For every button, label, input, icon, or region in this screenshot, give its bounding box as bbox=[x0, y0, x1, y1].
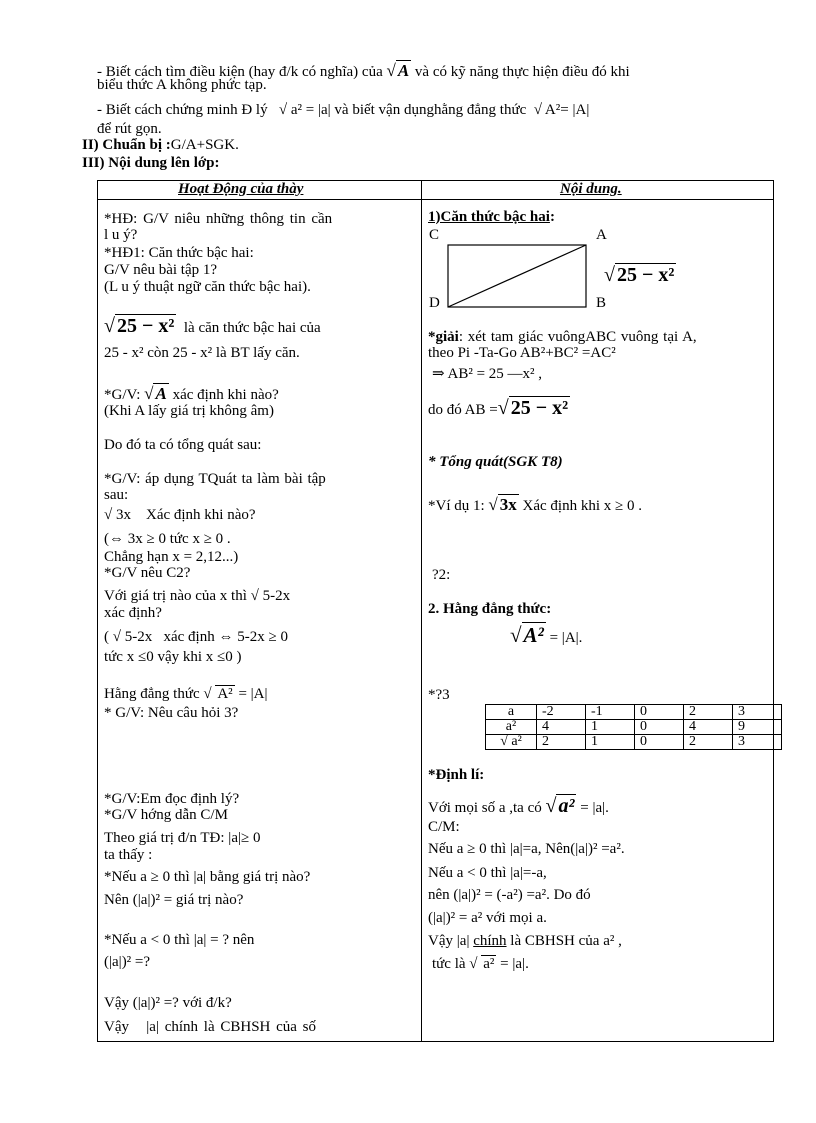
left-line: √ 3x Xác định khi nào? bbox=[104, 507, 256, 523]
left-line: Do đó ta có tổng quát sau: bbox=[104, 437, 262, 453]
left-line: *G/V: √ A xác định khi nào? bbox=[104, 384, 279, 403]
vertex-B: B bbox=[596, 295, 607, 311]
sqrt-25-x2: √ 25 − x² bbox=[604, 264, 675, 286]
solve-line-2: theo Pi -Ta-Go AB²+BC² =AC² bbox=[428, 345, 616, 361]
left-line: Vậy (|a|)² =? với đ/k? bbox=[104, 995, 232, 1011]
sqrt-a2: √ a² bbox=[545, 795, 575, 817]
left-line: l u ý? bbox=[104, 227, 138, 243]
left-line: *G/V: áp dụng TQuát ta làm bài tập bbox=[104, 471, 326, 487]
vertex-D: D bbox=[429, 295, 440, 311]
prep-line: II) Chuẩn bị :G/A+SGK. bbox=[82, 137, 239, 153]
theorem-line: Với mọi số a ,ta có √ a² = |a|. bbox=[428, 795, 609, 817]
section-2-title: 2. Hằng đẳng thức: bbox=[428, 601, 552, 617]
proof-line: nên (|a|)² = (-a²) =a². Do đó bbox=[428, 887, 591, 903]
left-line: *Nếu a < 0 thì |a| = ? nên bbox=[104, 932, 255, 948]
table-row: a -2 -1 0 2 3 bbox=[486, 705, 782, 720]
sqrt-A-expression: √ A bbox=[144, 384, 167, 403]
identity-formula: √A² = |A|. bbox=[510, 623, 583, 647]
sqrt-25-x2: √ 25 − x² bbox=[497, 397, 569, 419]
solve-line-4: do đó AB =√ 25 − x² bbox=[428, 397, 569, 419]
left-line: tức x ≤0 vậy khi x ≤0 ) bbox=[104, 649, 242, 665]
intro-line-1: - Biết cách tìm điều kiện (hay đ/k có nghĩa) của √ A và có kỹ năng thực hiện điều đó khi bbox=[97, 61, 630, 80]
proof-line: Vậy |a| chính là CBHSH của a² , bbox=[428, 933, 622, 949]
proof-line: tức là √ a² = |a|. bbox=[432, 956, 529, 972]
sqrt-A2: √A² bbox=[510, 623, 544, 647]
vertex-C: C bbox=[429, 227, 440, 243]
left-line: (|a|)² =? bbox=[104, 954, 151, 970]
table-row: a² 4 1 0 4 9 bbox=[486, 720, 782, 735]
sqrt-A2-abs-A: √ A²= |A| bbox=[533, 102, 590, 118]
proof-line: (|a|)² = a² với mọi a. bbox=[428, 910, 547, 926]
left-line: xác định? bbox=[104, 605, 162, 621]
intro-line-2: biểu thức A không phức tạp. bbox=[97, 77, 267, 93]
sqrt-3x: √ 3x bbox=[488, 495, 517, 514]
left-line: G/V nêu bài tập 1? bbox=[104, 262, 218, 278]
left-line: √ 25 − x² là căn thức bậc hai của bbox=[104, 315, 321, 337]
proof-line: Nếu a ≥ 0 thì |a|=a, Nên(|a|)² =a². bbox=[428, 841, 625, 857]
left-line: sau: bbox=[104, 487, 129, 503]
left-line: *G/V nêu C2? bbox=[104, 565, 191, 581]
left-line: *G/V:Em đọc định lý? bbox=[104, 791, 240, 807]
left-line: (Khi A lấy giá trị không âm) bbox=[104, 403, 274, 419]
sqrt-A-expression: √ A bbox=[386, 61, 410, 80]
left-line: Hằng đẳng thức √ A² = |A| bbox=[104, 686, 268, 702]
left-line: (L u ý thuật ngữ căn thức bậc hai). bbox=[104, 279, 311, 295]
left-line: *HĐ1: Căn thức bậc hai: bbox=[104, 245, 254, 261]
solve-line-1: *giải: xét tam giác vuôngABC vuông tại A, bbox=[428, 329, 697, 345]
rectangle-figure bbox=[440, 241, 590, 311]
content-heading: III) Nội dung lên lớp: bbox=[82, 155, 220, 171]
proof-line: Nếu a < 0 thì |a|=-a, bbox=[428, 865, 547, 881]
solve-line-3: ⇒ AB² = 25 —x² , bbox=[432, 366, 543, 382]
left-line: ( √ 5-2x xác định ⇔ 5-2x ≥ 0 bbox=[104, 629, 288, 645]
left-line: Vậy |a| chính là CBHSH của số bbox=[104, 1019, 317, 1035]
question-2: ?2: bbox=[432, 567, 451, 583]
value-table bbox=[485, 704, 782, 750]
intro-line-3: - Biết cách chứng minh Đ lý √ a² = |a| và biết vận dụnghằng đẳng thức √ A²= |A| bbox=[97, 102, 590, 118]
left-line: Với giá trị nào của x thì √ 5-2x bbox=[104, 588, 291, 604]
vertex-A: A bbox=[596, 227, 607, 243]
left-line: Chẳng hạn x = 2,12...) bbox=[104, 549, 239, 565]
sqrt-5-2x: √ 5-2x bbox=[250, 588, 291, 604]
left-line: ta thấy : bbox=[104, 847, 153, 863]
left-line: *G/V hớng dẫn C/M bbox=[104, 807, 228, 823]
col-left-header: Hoạt Động của thày bbox=[178, 181, 304, 197]
sqrt-a2-abs-a: √ a² = |a| bbox=[278, 102, 331, 118]
general-statement: * Tổng quát(SGK T8) bbox=[428, 454, 563, 470]
left-line: *Nếu a ≥ 0 thì |a| bằng giá trị nào? bbox=[104, 869, 311, 885]
question-3: *?3 bbox=[428, 687, 450, 703]
diagonal-DA bbox=[448, 245, 586, 307]
left-line: *HĐ: G/V niêu những thông tin cần bbox=[104, 211, 333, 227]
section-1-title: 1)Căn thức bậc hai: bbox=[428, 209, 555, 225]
sqrt-3x: √ 3x bbox=[104, 507, 131, 523]
sqrt-25-x2: √ 25 − x² bbox=[104, 315, 175, 337]
left-line: Nên (|a|)² = giá trị nào? bbox=[104, 892, 244, 908]
left-line: 25 - x² còn 25 - x² là BT lấy căn. bbox=[104, 345, 300, 361]
proof-label: C/M: bbox=[428, 819, 460, 835]
table-row: √ a² 2 1 0 2 3 bbox=[486, 735, 782, 750]
header-divider bbox=[97, 199, 774, 200]
intro-line-4: để rút gọn. bbox=[97, 121, 162, 137]
sqrt-A2-abs-A: √ A² = |A| bbox=[203, 686, 268, 702]
left-line: Theo giá trị đ/n TĐ: |a|≥ 0 bbox=[104, 830, 261, 846]
left-line: * G/V: Nêu câu hỏi 3? bbox=[104, 705, 239, 721]
example-1: *Ví dụ 1: √ 3x Xác định khi x ≥ 0 . bbox=[428, 495, 642, 514]
column-divider bbox=[421, 180, 422, 1042]
left-line: (⇔ 3x ≥ 0 tức x ≥ 0 . bbox=[104, 531, 231, 547]
sqrt-5-2x: √ 5-2x bbox=[112, 629, 153, 645]
theorem-heading: *Định lí: bbox=[428, 767, 485, 783]
col-right-header: Nội dung. bbox=[560, 181, 622, 197]
